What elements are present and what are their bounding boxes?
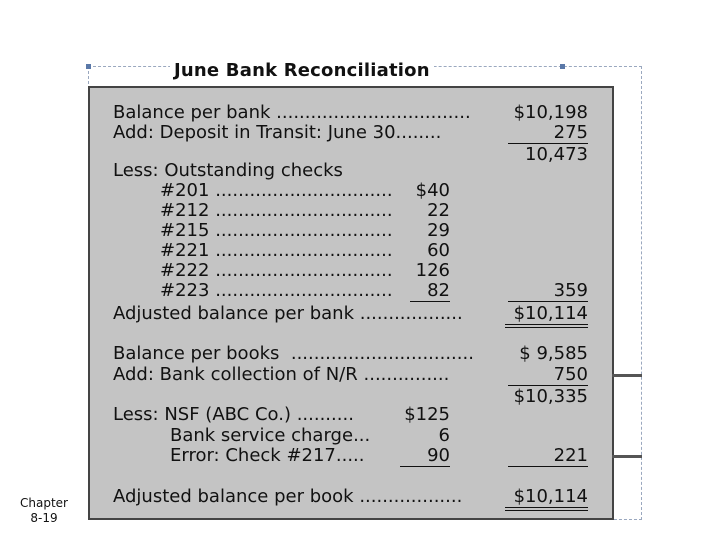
- leader-dots: ...............................: [215, 240, 393, 261]
- row-mid-amount: $125: [404, 404, 450, 425]
- leader-dots: ................................: [290, 343, 474, 364]
- row-label: Adjusted balance per bank: [113, 303, 354, 324]
- row-amount: $10,198: [513, 102, 588, 123]
- row-label: Less: NSF (ABC Co.): [113, 404, 291, 425]
- row-label: Balance per books: [113, 343, 280, 364]
- row-label: Adjusted balance per book: [113, 486, 354, 507]
- row-amount: 750: [508, 365, 588, 386]
- row-label: Error: Check #217: [170, 445, 336, 466]
- check-amount: 126: [415, 260, 450, 281]
- row-amount: $ 9,585: [519, 343, 588, 364]
- connector-line: [612, 455, 642, 458]
- row-amount: 10,473: [525, 144, 588, 165]
- leader-dots: ...............................: [215, 200, 393, 221]
- check-number: #212: [160, 200, 210, 221]
- connector-line: [612, 374, 642, 377]
- row-amount: $10,114: [505, 487, 588, 511]
- leader-dots: ...............: [363, 364, 450, 385]
- leader-dots: ..........: [296, 404, 354, 425]
- deductions-total: 221: [508, 446, 588, 467]
- resize-handle-top-left[interactable]: [86, 64, 91, 69]
- check-amount: 60: [427, 240, 450, 261]
- leader-dots: ...: [353, 425, 371, 446]
- check-amount: 29: [427, 220, 450, 241]
- row-amount: $10,114: [505, 304, 588, 328]
- leader-dots: ..................: [359, 486, 463, 507]
- row-mid-amount: 6: [438, 425, 450, 446]
- check-number: #223: [160, 280, 210, 301]
- chapter-page: 8-19: [30, 511, 58, 525]
- check-amount: 82: [410, 281, 450, 302]
- row-amount: 275: [508, 123, 588, 144]
- check-number: #221: [160, 240, 210, 261]
- leader-dots: ........: [395, 122, 442, 143]
- leader-dots: ...............................: [215, 260, 393, 281]
- row-amount: $10,335: [513, 386, 588, 407]
- row-label: Balance per bank: [113, 102, 271, 123]
- leader-dots: ..................................: [276, 102, 471, 123]
- check-amount: $40: [415, 180, 450, 201]
- leader-dots: ...............................: [215, 220, 393, 241]
- check-number: #215: [160, 220, 210, 241]
- leader-dots: ...............................: [215, 180, 393, 201]
- row-label: Bank service charge: [170, 425, 354, 446]
- leader-dots: ..................: [359, 303, 463, 324]
- row-mid-amount: 90: [400, 446, 450, 467]
- row-label: Less: Outstanding checks: [113, 160, 343, 181]
- leader-dots: .....: [335, 445, 365, 466]
- check-number: #201: [160, 180, 210, 201]
- resize-handle-top-right[interactable]: [560, 64, 565, 69]
- chapter-footer: [14, 496, 74, 526]
- row-label: Add: Bank collection of N/R: [113, 364, 358, 385]
- checks-total: 359: [508, 281, 588, 302]
- check-amount: 22: [427, 200, 450, 221]
- leader-dots: ...............................: [215, 280, 393, 301]
- chapter-label: Chapter: [20, 496, 68, 510]
- check-number: #222: [160, 260, 210, 281]
- page-title: June Bank Reconciliation: [170, 60, 434, 81]
- row-label: Add: Deposit in Transit: June 30: [113, 122, 396, 143]
